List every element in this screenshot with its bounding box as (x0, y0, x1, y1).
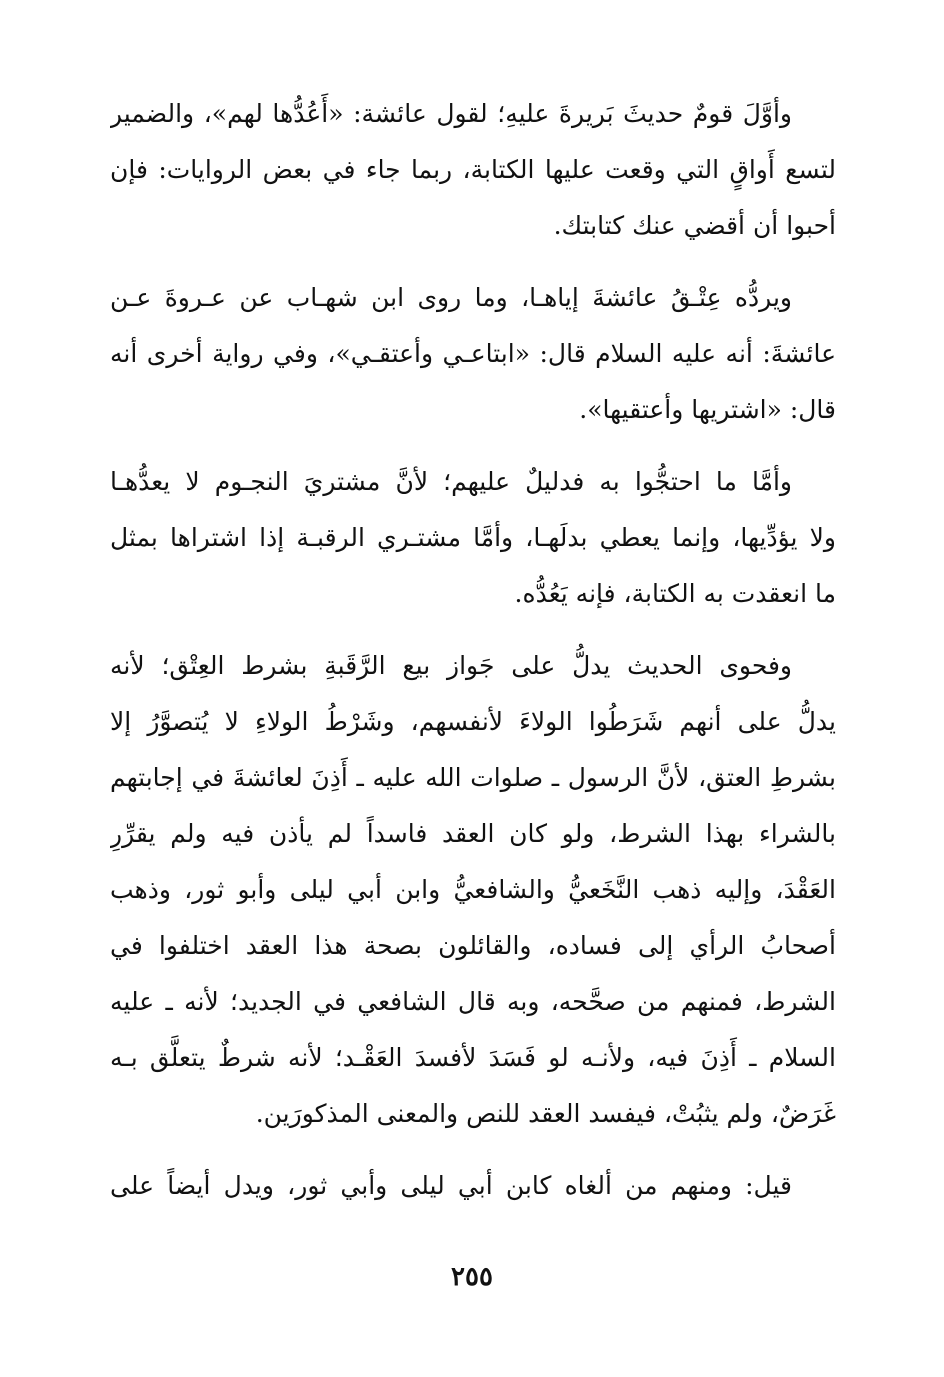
text-line: بشرطِ العتق، لأنَّ الرسول ـ صلوات الله عليه ـ أَذِنَ لعائشةَ في إجابتهم (110, 763, 836, 792)
text-line: قيل: ومنهم من ألغاه كابن أبي ليلى وأبي ثور، ويدل أيضاً على (110, 1171, 792, 1200)
text-line: العَقْدَ، وإليه ذهب النَّخَعيُّ والشافعيُّ وابن أبي ليلى وأبو ثور، وذهب (110, 875, 836, 904)
paragraph-1 (110, 86, 836, 254)
text-line: الشرط، فمنهم من صحَّحه، وبه قال الشافعي في الجديد؛ لأنه ـ عليه (110, 987, 836, 1016)
text-line: وأمَّا ما احتجُّوا به فدليلٌ عليهم؛ لأنَّ مشتريَ النجـوم لا يعدُّهـا (110, 467, 792, 496)
text-line: قال: «اشتريها وأعتقيها». (579, 395, 836, 424)
text-line: بالشراء بهذا الشرط، ولو كان العقد فاسداً لم يأذن فيه ولم يقرِّرِ (110, 819, 836, 848)
text-line: يدلُّ على أنهم شَرَطُوا الولاءَ لأنفسهم، وشَرْطُ الولاءِ لا يُتصوَّرُ إلا (110, 707, 836, 736)
text-line: ولا يؤدِّيها، وإنما يعطي بدلَهـا، وأمَّا مشتـري الرقبـة إذا اشتراها بمثل (110, 523, 836, 552)
text-line: وفحوى الحديث يدلُّ على جَواز بيع الرَّقَبةِ بشرط العِتْق؛ لأنه (110, 651, 792, 680)
text-line: السلام ـ أَذِنَ فيه، ولأنـه لو فَسَدَ لأفسدَ العَقْـد؛ لأنه شرطٌ يتعلَّق بـه (110, 1043, 836, 1072)
text-line: ما انعقدت به الكتابة، فإنه يَعُدُّه. (514, 579, 836, 608)
paragraph-5 (110, 1158, 836, 1214)
text-line: عائشةَ: أنه عليه السلام قال: «ابتاعـي وأعتقـي»، وفي رواية أخرى أنه (110, 339, 836, 368)
text-line: لتسع أَواقٍ التي وقعت عليها الكتابة، ربما جاء في بعض الروايات: فإن (110, 155, 836, 184)
text-line: أصحابُ الرأي إلى فساده، والقائلون بصحة هذا العقد اختلفوا في (110, 931, 836, 960)
text-line: وأوَّلَ قومٌ حديثَ بَريرةَ عليهِ؛ لقول عائشة: «أَعُدُّها لهم»، والضمير (110, 99, 792, 128)
page-number: ٢٥٥ (451, 1262, 493, 1292)
paragraph-3 (110, 454, 836, 622)
text-line: أحبوا أن أقضي عنك كتابتك. (553, 211, 836, 240)
text-line: غَرَضٌ، ولم يثبُتْ، فيفسد العقد للنص والمعنى المذكورَين. (255, 1099, 836, 1128)
paragraph-4 (110, 638, 836, 1142)
paragraph-2 (110, 270, 836, 438)
text-line: ويردُّه عِتْـقُ عائشةَ إياهـا، وما روى ابن شهـاب عن عـروةَ عـن (110, 283, 792, 312)
page-body (110, 86, 836, 1230)
